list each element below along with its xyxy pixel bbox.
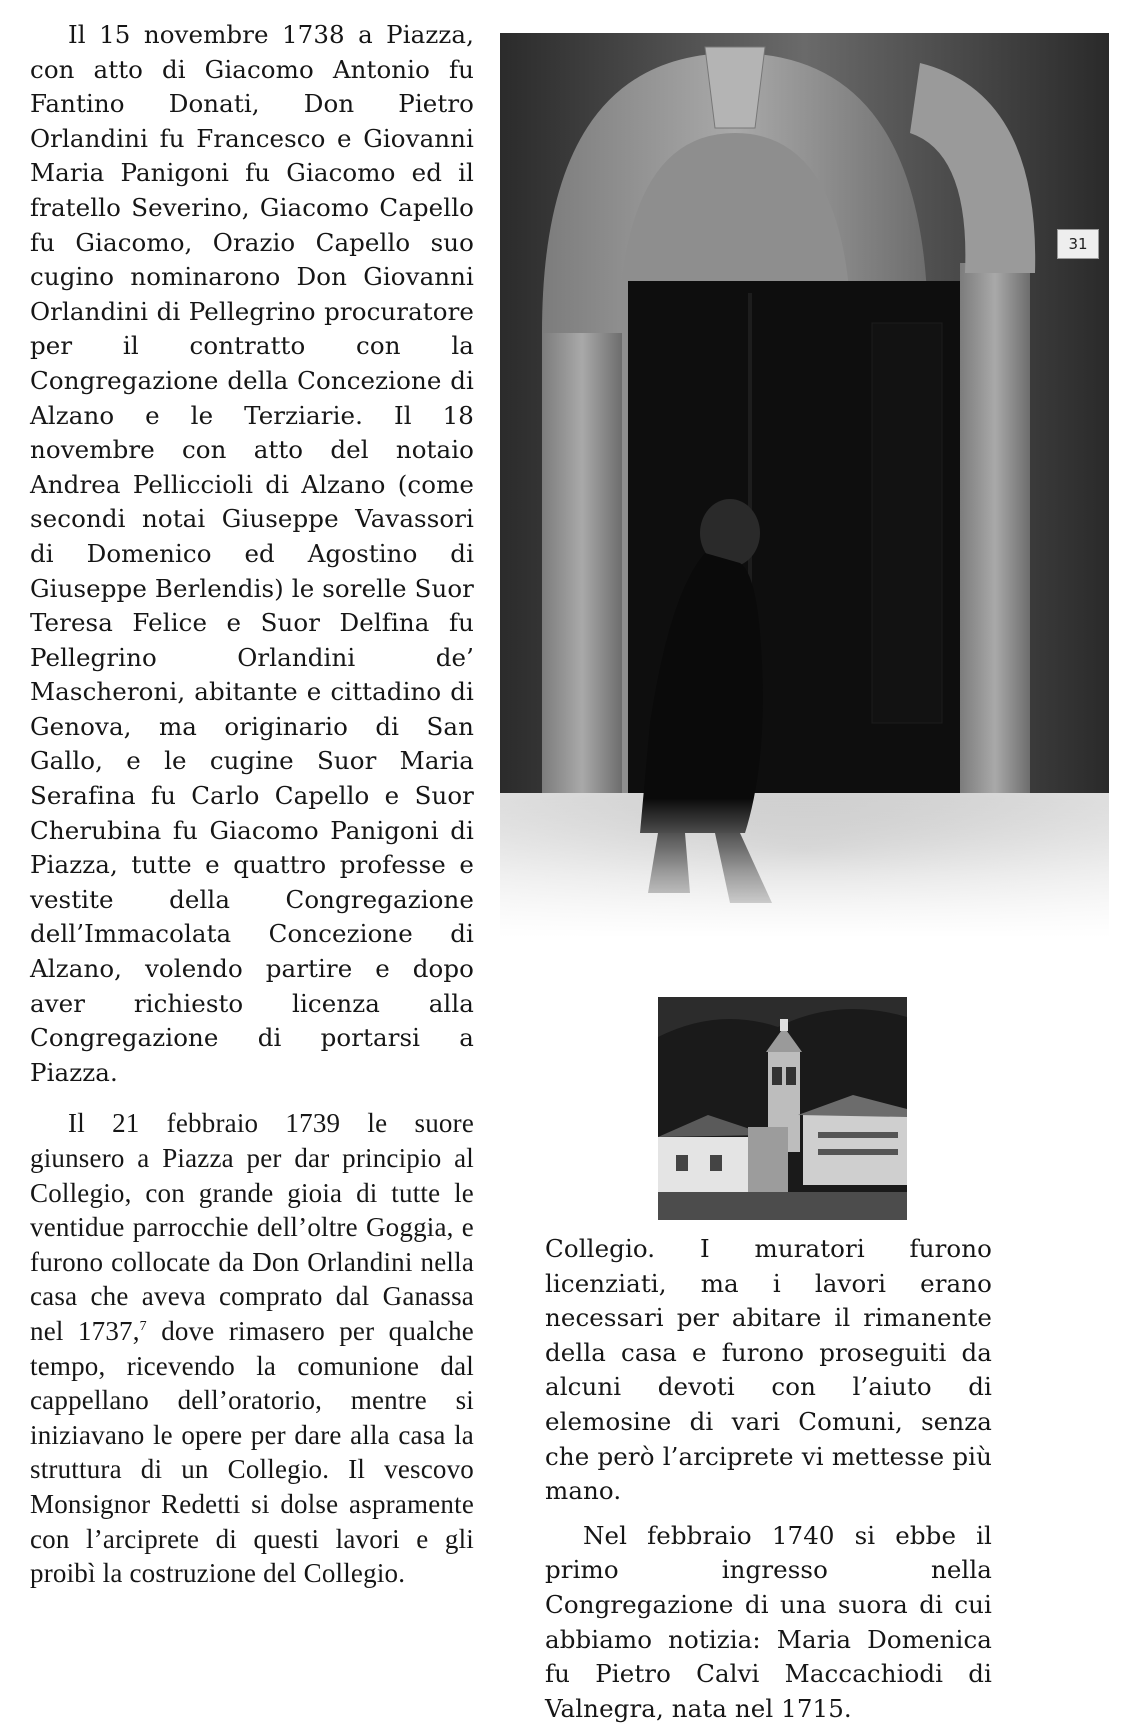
village-photo-drawing: [658, 997, 907, 1220]
doorway-photo-drawing: [500, 33, 1109, 938]
paragraph-2-part-1: Il 21 febbraio 1739 le suore giunsero a Piazza per dar principio al Collegio, con grande gioia di tutte le ventidue parrocchie dell’oltre Goggia, e furono collocate da Don Orlandini nella casa che aveva comprato dal Ganassa nel 1737,: [30, 1108, 474, 1346]
left-text-column: [30, 18, 474, 1591]
doorway-photo: [500, 33, 1109, 938]
footnote-reference: 7: [139, 1318, 147, 1334]
right-text-column: [545, 1232, 992, 1726]
paragraph-2: [30, 1106, 474, 1590]
paragraph-1: Il 15 novembre 1738 a Piazza, con atto di Giacomo Antonio fu Fantino Donati, Don Pietro Orlandini fu Francesco e Giovanni Maria Panigoni fu Giacomo ed il fratello Severino, Giacomo Capello fu Giacomo, Orazio Capello suo cugino nominarono Don Giovanni Orlandini di Pellegrino procuratore per il contratto con la Congregazione della Concezione di Alzano e le Terziarie. Il 18 novembre con atto del notaio Andrea Pelliccioli di Alzano (come secondi notai Giuseppe Vavassori di Domenico ed Agostino di Giuseppe Berlendis) le sorelle Suor Teresa Felice e Suor Delfina fu Pellegrino Orlandini de’ Mascheroni, abitante e cittadino di Genova, ma originario di San Gallo, e le cugine Suor Maria Serafina fu Carlo Capello e Suor Cherubina fu Giacomo Panigoni di Piazza, tutte e quattro professe e vestite della Congregazione dell’Immacolata Concezione di Alzano, volendo partire e dopo aver richiesto licenza alla Congregazione di portarsi a Piazza.: [30, 20, 474, 1087]
paragraph-2-part-2: dove rimasero per qualche tempo, ricevendo la comunione dal cappellano dell’oratorio, mentre si iniziavano le opere per dare alla casa la struttura di un Collegio. Il vescovo Monsignor Redetti si dolse aspramente con l’arciprete di questi lavori e gli proibì la costruzione del Collegio.: [30, 1315, 474, 1589]
paragraph-3: Collegio. I muratori furono licenziati, ma i lavori erano necessari per abitare il rimanente della casa e furono proseguiti da alcuni devoti con l’aiuto di elemosine di vari Comuni, senza che però l’arciprete vi mettesse più mano.: [545, 1234, 992, 1506]
paragraph-4: Nel febbraio 1740 si ebbe il primo ingresso nella Congregazione di una suora di cui abbiamo notizia: Maria Domenica fu Pietro Calvi Maccachiodi di Valnegra, nata nel 1715.: [545, 1520, 992, 1723]
village-photo: [658, 997, 907, 1220]
house-number-plate: 31: [1057, 229, 1099, 259]
